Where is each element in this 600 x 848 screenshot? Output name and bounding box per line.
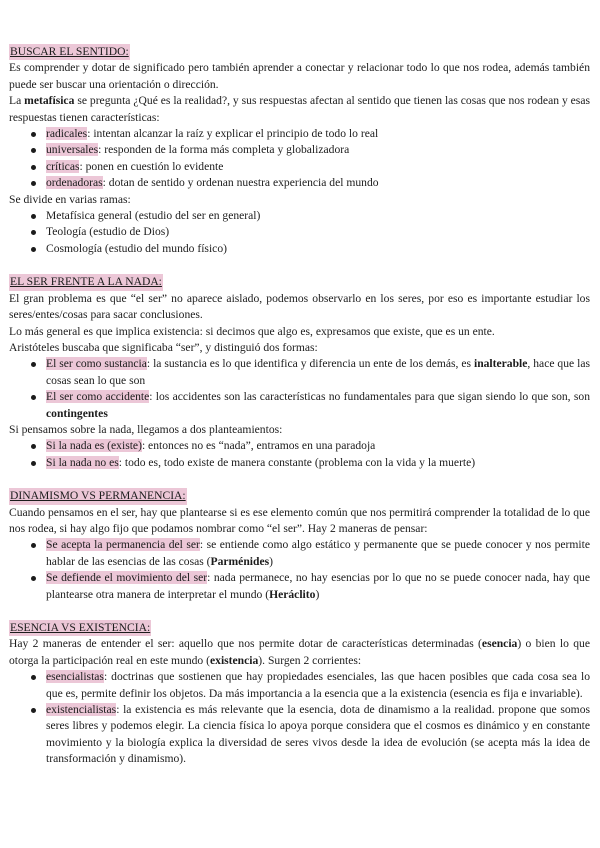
list-item: Cosmología (estudio del mundo físico) [46, 241, 590, 257]
list-item [46, 537, 590, 570]
bullet-list-ways [9, 537, 590, 603]
list-item [46, 570, 590, 603]
bold-term: esencia [481, 637, 518, 651]
bullet-list-nada [9, 438, 590, 471]
list-item: Teología (estudio de Dios) [46, 224, 590, 240]
section-heading: ESENCIA VS EXISTENCIA: [9, 620, 151, 636]
list-item-text: : entonces no es “nada”, entramos en una paradoja [141, 439, 376, 453]
bullet-list-branches [9, 208, 590, 257]
highlighted-term: Se acepta la permanencia del ser [46, 538, 200, 552]
paragraph: Lo más general es que implica existencia: si decimos que algo es, expresamos que existe, que es un ente. [9, 324, 495, 338]
paragraph [9, 93, 590, 126]
text: : nada permanece, no hay esencias por lo que no se puede conocer nada, hay que plantearse otra manera de interpretar el mundo ( [46, 571, 590, 601]
text: ) [315, 587, 320, 601]
paragraph: Cuando pensamos en el ser, hay que plantearse si es ese elemento común que nos permitirá comprender la totalidad de lo que nos rodea, si hay algo fijo que podamos nombrar como “el ser”. Hay 2 maneras de pensar: [9, 505, 590, 535]
highlighted-term: críticas [46, 159, 80, 173]
paragraph: Si pensamos sobre la nada, llegamos a dos planteamientos: [9, 422, 283, 436]
list-item [46, 438, 590, 454]
list-item-text: : dotan de sentido y ordenan nuestra experiencia del mundo [102, 176, 379, 190]
list-item [46, 126, 590, 142]
section-dinamismo-vs-permanencia [9, 488, 590, 603]
highlighted-term: El ser como sustancia [46, 357, 147, 371]
list-item [46, 669, 590, 702]
list-item-text: : intentan alcanzar la raíz y explicar el principio de todo lo real [87, 127, 379, 141]
highlighted-term: Se defiende el movimiento del ser [46, 571, 208, 585]
paragraph [9, 636, 590, 669]
list-item [46, 159, 590, 175]
highlighted-term: El ser como accidente [46, 390, 150, 404]
list-item-text: : doctrinas que sostienen que hay propiedades esenciales, las que hacen posibles que cada cosa sea lo que es, permite definir los objetos. Da más importancia a la esencia que a la existencia (esencia es fija e invariable). [46, 670, 590, 700]
list-item [46, 455, 590, 471]
highlighted-term: Si la nada es (existe) [46, 439, 142, 453]
section-el-ser-frente-a-la-nada [9, 274, 590, 471]
paragraph: Aristóteles buscaba que significaba “ser”, y distinguió dos formas: [9, 340, 318, 354]
bullet-list-forms [9, 356, 590, 422]
list-item-text: : todo es, todo existe de manera constante (problema con la vida y la muerte) [118, 455, 476, 469]
bold-term: Heráclito [269, 587, 316, 601]
list-item [46, 356, 590, 389]
text: ). Surgen 2 corrientes: [258, 653, 362, 667]
text: Hay 2 maneras de entender el ser: aquello que nos permite dotar de características determinadas ( [9, 637, 482, 651]
section-heading: BUSCAR EL SENTIDO: [9, 44, 130, 60]
list-item-text: : ponen en cuestión lo evidente [79, 159, 224, 173]
section-heading: EL SER FRENTE A LA NADA: [9, 274, 163, 290]
paragraph: Es comprender y dotar de significado pero también aprender a conectar y relacionar todo lo que nos rodea, además también puede ser buscar una orientación o dirección. [9, 61, 590, 91]
highlighted-term: existencialistas [46, 703, 117, 717]
bold-term: inalterable [473, 357, 528, 371]
list-item [46, 389, 590, 422]
bold-term: Parménides [210, 554, 270, 568]
text: ) o bien lo que otorga la participación real en este mundo ( [9, 637, 590, 667]
highlighted-term: Si la nada no es [46, 455, 119, 469]
highlighted-term: ordenadoras [46, 176, 103, 190]
section-heading: DINAMISMO VS PERMANENCIA: [9, 488, 187, 504]
highlighted-term: radicales [46, 127, 88, 141]
text: se pregunta ¿Qué es la realidad?, y sus respuestas afectan al sentido que tienen las cosas que nos rodean y esas respuestas tienen características: [9, 94, 590, 124]
text: : la sustancia es lo que identifica y diferencia un ente de los demás, es [146, 357, 474, 371]
list-item: Metafísica general (estudio del ser en general) [46, 208, 590, 224]
section-esencia-vs-existencia [9, 620, 590, 768]
paragraph: El gran problema es que “el ser” no aparece aislado, podemos observarlo en los seres, por eso es importante estudiar los seres/entes/cosas para sacar conclusiones. [9, 291, 590, 322]
highlighted-term: esencialistas [46, 670, 104, 684]
text: ) [269, 554, 273, 568]
text: La [9, 94, 25, 108]
bold-term: existencia [210, 653, 259, 667]
bullet-list-characteristics [9, 126, 590, 192]
list-item-text: : la existencia es más relevante que la esencia, dota de dinamismo a la realidad. propone que somos seres libres y podemos elegir. La ciencia física lo apoya porque considera que el cosmos es dinámico y en constante movimiento y la biología explica la diversidad de seres vivos desde la idea de evolución (se acepta más la idea de transformación y dinamismo). [46, 703, 590, 766]
list-item [46, 175, 590, 191]
paragraph: Se divide en varias ramas: [9, 192, 131, 206]
bullet-list-currents [9, 669, 590, 767]
highlighted-term: universales [46, 143, 99, 157]
list-item [46, 142, 590, 158]
list-item [46, 702, 590, 768]
text: : se entiende como algo estático y permanente que se puede conocer y nos permite hablar de las esencias de las cosas ( [46, 538, 590, 568]
text: , hace que las cosas sean lo que son [46, 357, 590, 387]
text: : los accidentes son las características no fundamentales para que sigan siendo lo que son, son [149, 390, 590, 404]
bold-term: metafísica [24, 94, 75, 108]
bold-term: contingentes [46, 406, 108, 420]
list-item-text: : responden de la forma más completa y globalizadora [98, 143, 350, 157]
section-buscar-el-sentido [9, 44, 590, 257]
